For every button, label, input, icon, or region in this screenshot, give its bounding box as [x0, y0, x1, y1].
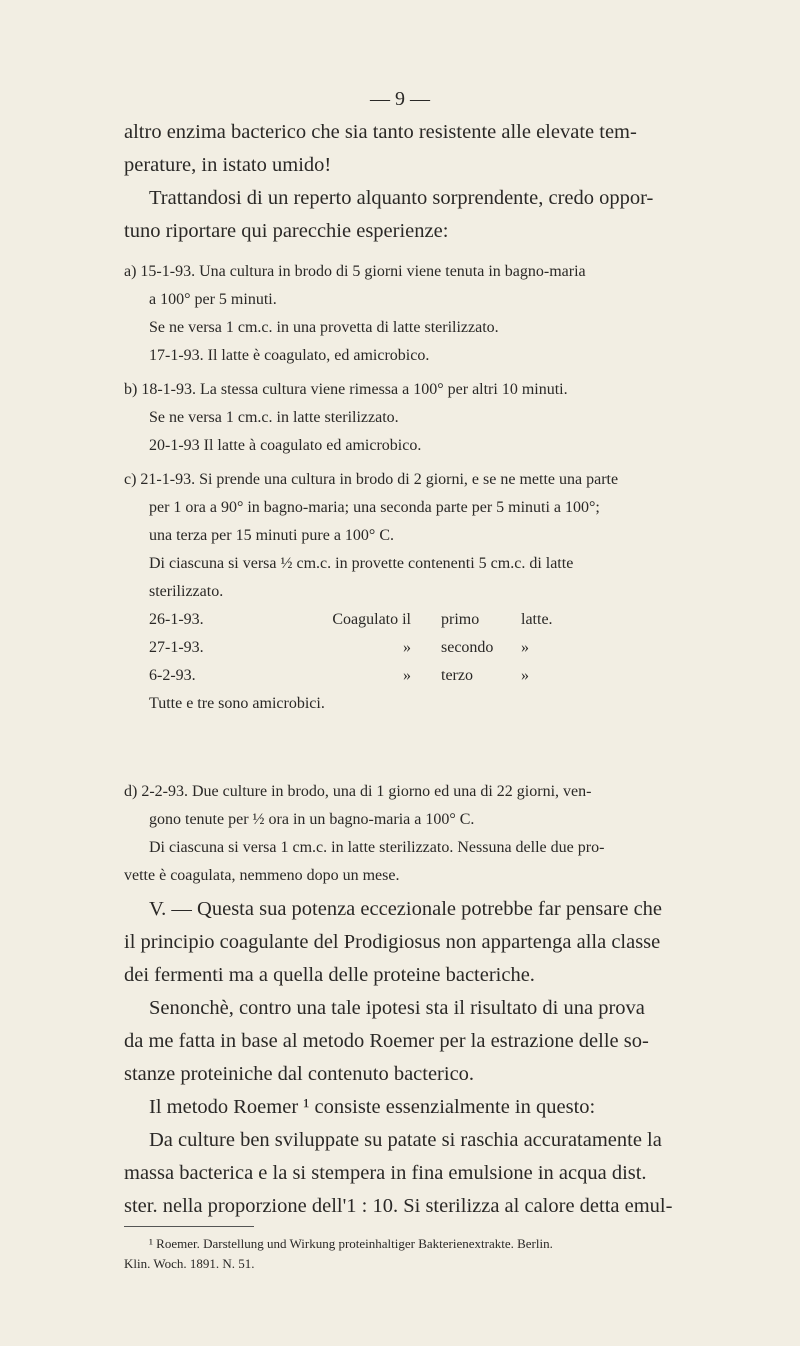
text-line: da me fatta in base al metodo Roemer per la estrazione delle so- — [124, 1030, 649, 1052]
result-date: 6-2-93. — [149, 667, 196, 684]
result-label: » — [403, 639, 411, 656]
result-item: terzo — [441, 667, 473, 684]
text-line: c) 21-1-93. Si prende una cultura in brodo di 2 giorni, e se ne mette una parte — [124, 471, 619, 488]
intro-paragraph — [124, 116, 750, 248]
text-line: Se ne versa 1 cm.c. in una provetta di latte sterilizzato. — [149, 319, 499, 336]
text-line: a) 15-1-93. Una cultura in brodo di 5 giorni viene tenuta in bagno-maria — [124, 263, 586, 280]
text-line: gono tenute per ½ ora in un bagno-maria a 100° C. — [149, 811, 475, 828]
text-line: massa bacterica e la si stempera in fina emulsione in acqua dist. — [124, 1162, 647, 1184]
text-line: Se ne versa 1 cm.c. in latte sterilizzato. — [149, 409, 399, 426]
text-line: sterilizzato. — [149, 583, 224, 600]
result-row — [124, 606, 754, 634]
text-line: Da culture ben sviluppate su patate si raschia accuratamente la — [149, 1129, 662, 1151]
text-line: dei fermenti ma a quella delle proteine bacteriche. — [124, 964, 535, 986]
text-line: Senonchè, contro una tale ipotesi sta il risultato di una prova — [149, 997, 645, 1019]
text-line: a 100° per 5 minuti. — [149, 291, 277, 308]
page-number: — 9 — — [370, 88, 430, 110]
text-line: 17-1-93. Il latte è coagulato, ed amicrobico. — [149, 347, 430, 364]
experiment-a — [124, 258, 754, 370]
text-line: Il metodo Roemer ¹ consiste essenzialmente in questo: — [149, 1096, 596, 1118]
footnote — [124, 1234, 764, 1274]
result-substance: latte. — [521, 611, 553, 628]
result-item: primo — [441, 611, 480, 628]
text-line: 20-1-93 Il latte à coagulato ed amicrobico. — [149, 437, 422, 454]
result-row — [124, 634, 754, 662]
text-line: d) 2-2-93. Due culture in brodo, una di 1 giorno ed una di 22 giorni, ven- — [124, 783, 592, 800]
experiment-d — [124, 778, 754, 890]
footnote-line: Klin. Woch. 1891. N. 51. — [124, 1256, 255, 1271]
section-v — [124, 893, 750, 1223]
result-date: 27-1-93. — [149, 639, 204, 656]
result-label: Coagulato il — [332, 611, 411, 628]
text-line: Trattandosi di un reperto alquanto sorprendente, credo oppor- — [149, 187, 654, 209]
text-line: Tutte e tre sono amicrobici. — [149, 695, 325, 712]
footnote-divider — [124, 1226, 254, 1227]
text-line: per 1 ora a 90° in bagno-maria; una seconda parte per 5 minuti a 100°; — [149, 499, 600, 516]
result-item: secondo — [441, 639, 494, 656]
experiment-c — [124, 466, 754, 718]
result-date: 26-1-93. — [149, 611, 204, 628]
text-line: Di ciascuna si versa 1 cm.c. in latte sterilizzato. Nessuna delle due pro- — [149, 839, 605, 856]
text-line: altro enzima bacterico che sia tanto resistente alle elevate tem- — [124, 121, 637, 143]
result-row — [124, 662, 754, 690]
text-line: una terza per 15 minuti pure a 100° C. — [149, 527, 394, 544]
text-line: perature, in istato umido! — [124, 154, 332, 176]
text-line: il principio coagulante del Prodigiosus non appartenga alla classe — [124, 931, 661, 953]
result-label: » — [403, 667, 411, 684]
result-substance: » — [521, 639, 529, 656]
footnote-line: ¹ Roemer. Darstellung und Wirkung proteinhaltiger Bakterienextrakte. Berlin. — [149, 1236, 553, 1251]
result-substance: » — [521, 667, 529, 684]
text-line: b) 18-1-93. La stessa cultura viene rimessa a 100° per altri 10 minuti. — [124, 381, 568, 398]
text-line: tuno riportare qui parecchie esperienze: — [124, 220, 449, 242]
text-line: vette è coagulata, nemmeno dopo un mese. — [124, 867, 400, 884]
text-line: V. — Questa sua potenza eccezionale potrebbe far pensare che — [149, 898, 663, 920]
text-line: stanze proteiniche dal contenuto bacterico. — [124, 1063, 475, 1085]
text-line: Di ciascuna si versa ½ cm.c. in provette contenenti 5 cm.c. di latte — [149, 555, 574, 572]
text-line: ster. nella proporzione dell'1 : 10. Si sterilizza al calore detta emul- — [124, 1195, 673, 1217]
experiment-b — [124, 376, 754, 460]
